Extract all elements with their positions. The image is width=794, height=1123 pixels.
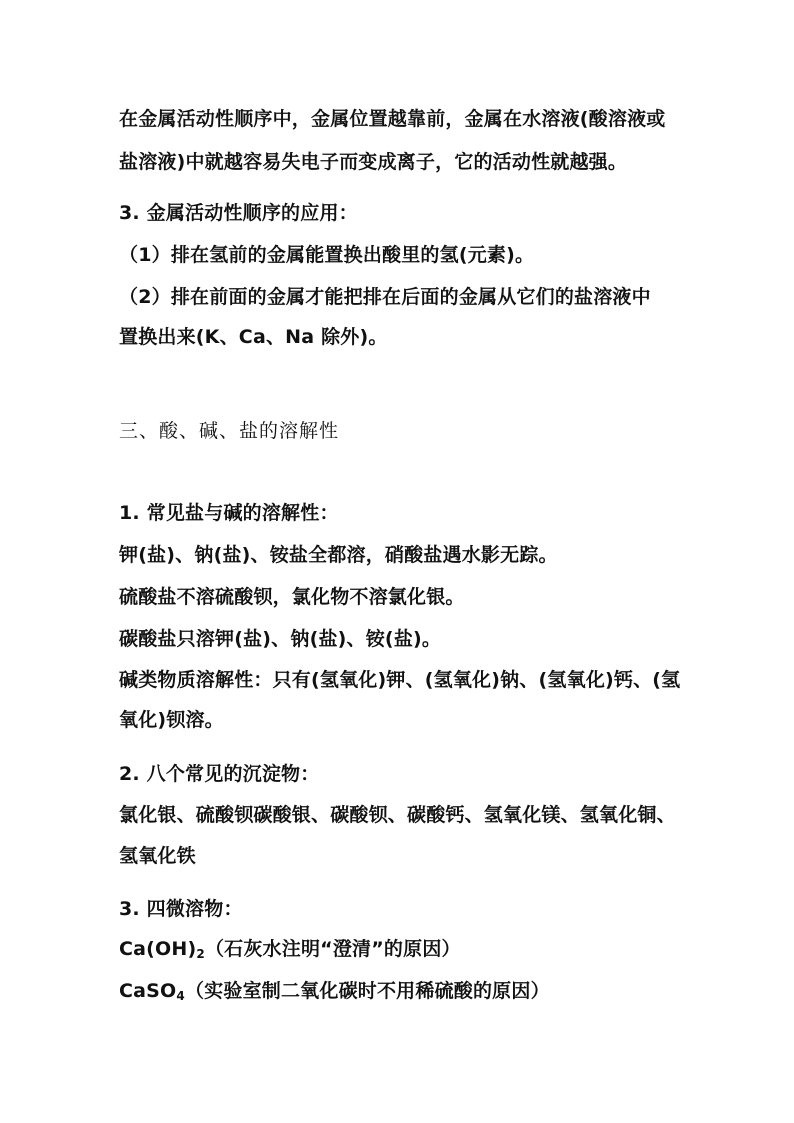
paragraph-line: 碳酸盐只溶钾(盐)、钠(盐)、铵(盐)。 [119, 628, 442, 650]
list-item: （1）排在氢前的金属能置换出酸里的氢(元素)。 [119, 244, 535, 266]
list-item [119, 937, 684, 966]
subheading: 1. 常见盐与碱的溶解性： [119, 502, 339, 524]
formula-main: Ca(OH) [119, 938, 197, 960]
formula-note: （实验室制二氧化碳时不用稀硫酸的原因） [184, 980, 550, 1002]
subheading: 3. 四微溶物： [119, 898, 243, 920]
paragraph-line: 钾(盐)、钠(盐)、铵盐全都溶，硝酸盐遇水影无踪。 [119, 544, 558, 566]
list-item: 置换出来(K、Ca、Na 除外)。 [119, 326, 388, 348]
subheading: 2. 八个常见的沉淀物： [119, 763, 320, 785]
subheading: 3. 金属活动性顺序的应用： [119, 202, 358, 224]
paragraph-line: 在金属活动性顺序中，金属位置越靠前，金属在水溶液(酸溶液或 [119, 108, 666, 130]
paragraph-line: 氯化银、硫酸钡碳酸银、碳酸钡、碳酸钙、氢氧化镁、氢氧化铜、 [119, 804, 676, 826]
formula-main: CaSO [119, 980, 177, 1002]
formula-subscript: 4 [176, 989, 185, 1003]
list-item: （2）排在前面的金属才能把排在后面的金属从它们的盐溶液中 [119, 286, 651, 308]
paragraph-line: 氢氧化铁 [119, 845, 196, 867]
formula-subscript: 2 [196, 947, 205, 961]
list-item [119, 979, 684, 1008]
chemical-formula [119, 979, 185, 1008]
paragraph-line: 硫酸盐不溶硫酸钡，氯化物不溶氯化银。 [119, 586, 465, 608]
paragraph-line: 氧化)钡溶。 [119, 709, 224, 731]
chemical-formula [119, 937, 205, 966]
paragraph-line: 盐溶液)中就越容易失电子而变成离子，它的活动性就越强。 [119, 151, 628, 173]
formula-note: （石灰水注明“澄清”的原因） [204, 938, 461, 960]
section-title: 三、酸、碱、盐的溶解性 [119, 420, 340, 442]
paragraph-line: 碱类物质溶解性：只有(氢氧化)钾、(氢氧化)钠、(氢氧化)钙、(氢 [119, 669, 681, 691]
